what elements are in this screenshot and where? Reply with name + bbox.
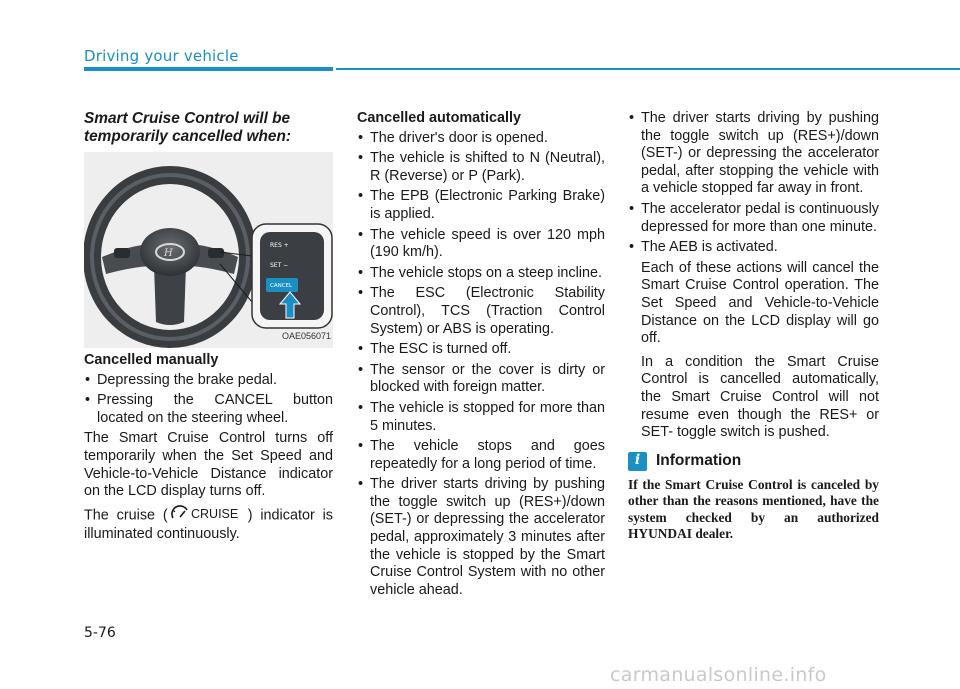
list-item: • The ESC is turned off. — [357, 341, 605, 359]
page-number: 5-76 — [84, 625, 116, 641]
auto-list — [357, 130, 605, 600]
list-item: • The driver's door is opened. — [357, 130, 605, 148]
res-label: RES + — [270, 242, 289, 249]
info-icon: i — [628, 452, 647, 471]
list-item: • The vehicle speed is over 120 mph (190 km/h). — [357, 227, 605, 262]
set-label: SET − — [270, 262, 289, 269]
manual-list — [84, 372, 333, 428]
cruise-icon-text: CRUISE — [190, 506, 238, 521]
list-item: • The driver starts driving by pushing the toggle switch up (RES+)/down (SET-) or depressing the accelerator pedal, approximately 3 minutes after the vehicle is stopped by the Smart Cruise Control System with no other vehicle ahead. — [357, 476, 605, 599]
list-item: • Depressing the brake pedal. — [84, 372, 333, 390]
header-rule-thin — [336, 68, 960, 70]
list-item: • Pressing the CANCEL button located on the steering wheel. — [84, 392, 333, 427]
paragraph: The Smart Cruise Control turns off temporarily when the Set Speed and Vehicle-to-Vehicle Distance indicator on the LCD display turns off. — [84, 430, 333, 500]
figure-code: OAE056071 — [281, 331, 331, 342]
list-item: • The driver starts driving by pushing the toggle switch up (RES+)/down (SET-) or depressing the accelerator pedal, after stopping the vehicle with a vehicle stopped far away in front. — [628, 110, 879, 198]
list-item: • The vehicle stops on a steep incline. — [357, 265, 605, 283]
text-after-icon: ) indicator is illuminated continuously. — [84, 507, 333, 543]
auto-title: Cancelled automatically — [357, 110, 521, 126]
column-3 — [628, 110, 879, 543]
column-2 — [357, 110, 605, 602]
manual-title: Cancelled manually — [84, 352, 219, 368]
text-before-icon: The cruise ( — [84, 507, 168, 524]
information-label: Information — [656, 452, 742, 470]
cruise-indicator-icon — [170, 505, 246, 527]
list-item: • The ESC (Electronic Stability Control), TCS (Traction Control System) or ABS is operating. — [357, 285, 605, 338]
column-1 — [84, 110, 333, 548]
svg-text:H: H — [164, 248, 173, 259]
header-title: Driving your vehicle — [84, 47, 239, 65]
paragraph-cruise-indicator — [84, 505, 333, 544]
watermark: carmanualsonline.info — [610, 664, 827, 686]
section-title: Smart Cruise Control will be temporarily cancelled when: — [84, 110, 291, 145]
list-item: • The sensor or the cover is dirty or blocked with foreign matter. — [357, 362, 605, 397]
auto-list-continued — [628, 110, 879, 257]
list-item: • The AEB is activated. — [628, 239, 879, 257]
cancel-label: CANCEL — [270, 283, 293, 289]
information-text: If the Smart Cruise Control is canceled by other than the reasons mentioned, have the system checked by an authorized HYUNDAI dealer. — [628, 476, 879, 542]
information-heading — [628, 452, 879, 471]
list-item: • The vehicle is shifted to N (Neutral), R (Reverse) or P (Park). — [357, 150, 605, 185]
steering-wheel-figure — [84, 152, 333, 348]
list-item: • The accelerator pedal is continuously depressed for more than one minute. — [628, 201, 879, 236]
steering-wheel-illustration — [84, 152, 333, 348]
header-rule-thick — [84, 67, 333, 71]
list-item: • The vehicle stops and goes repeatedly for a long period of time. — [357, 438, 605, 473]
list-item: • The EPB (Electronic Parking Brake) is applied. — [357, 188, 605, 223]
paragraph: Each of these actions will cancel the Smart Cruise Control operation. The Set Speed and Vehicle-to-Vehicle Distance on the LCD display will go off. — [641, 259, 879, 347]
paragraph: In a condition the Smart Cruise Control is cancelled automatically, the Smart Cruise Control will not resume even though the RES+ or SET- toggle switch is pushed. — [641, 353, 879, 441]
list-item: • The vehicle is stopped for more than 5 minutes. — [357, 400, 605, 435]
